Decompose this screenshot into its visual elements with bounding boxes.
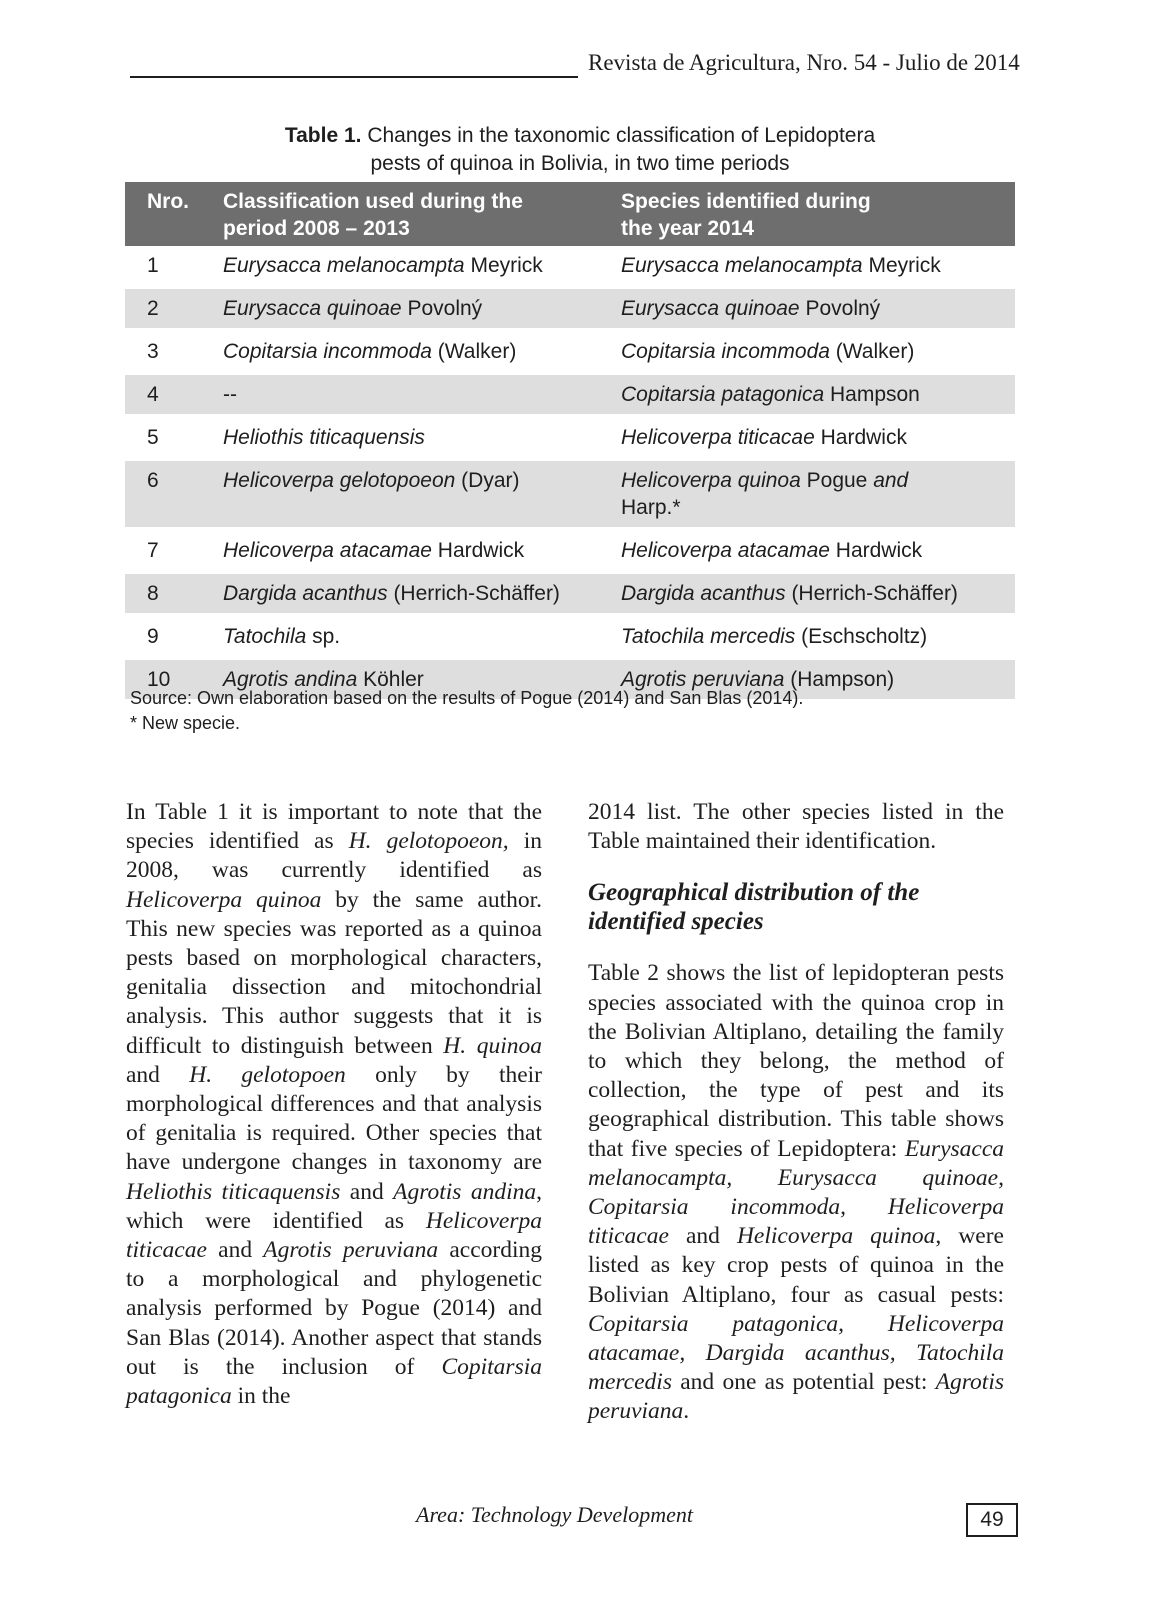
table-row (125, 459, 1015, 529)
new-species: Copitarsia patagonica (621, 383, 825, 406)
table-caption-line1: Changes in the taxonomic classification of Lepidoptera (361, 124, 876, 147)
text-run: In Table 1 it is important to note that the species identified as (126, 799, 542, 855)
new-species: Agrotis peruviana (621, 668, 785, 691)
species-name: Copitarsia patagonica, Helicoverpa atacamae, Dargida acanthus, Tatochila mercedis (588, 1310, 1004, 1396)
text-run: and (340, 1178, 394, 1205)
new-author: (Herrich-Schäffer) (785, 582, 958, 605)
header-species (615, 182, 1015, 246)
old-author: sp. (306, 625, 341, 648)
header-classification-line1: Classification used during the (223, 190, 523, 213)
new-classification (615, 373, 1015, 416)
species-name: Helicoverpa titicacae (126, 1207, 542, 1264)
new-classification (615, 416, 1015, 459)
new-author: Hardwick (814, 426, 907, 449)
table-caption (180, 122, 980, 178)
old-author: Köhler (357, 668, 424, 691)
new-classification (615, 529, 1015, 572)
old-classification (215, 572, 615, 615)
new-author: Hampson (824, 383, 920, 406)
footer-area: Area: Technology Development (416, 1502, 693, 1527)
table-row (125, 373, 1015, 416)
old-author: (Dyar) (455, 469, 520, 492)
old-classification (215, 615, 615, 658)
header-classification (215, 182, 615, 246)
new-author: Hardwick (829, 539, 923, 562)
text-run: and one as potential pest: (671, 1369, 936, 1396)
old-species: Helicoverpa gelotopoeon (223, 469, 456, 492)
old-species: Dargida acanthus (223, 582, 388, 605)
row-number: 4 (125, 373, 215, 416)
old-species: Copitarsia incommoda (223, 340, 432, 363)
text-run: . (683, 1398, 690, 1425)
text-run: in the (231, 1383, 291, 1410)
row-number: 7 (125, 529, 215, 572)
table-row (125, 287, 1015, 330)
text-run: and (668, 1223, 737, 1250)
text-run: , were listed as key crop pests of quinoa in the Bolivian Altiplano, four as casual pests: (588, 1223, 1004, 1308)
body-column-right (588, 798, 1004, 1427)
new-classification (615, 287, 1015, 330)
header-rule (130, 76, 578, 78)
row-number: 5 (125, 416, 215, 459)
new-species: Helicoverpa atacamae (621, 539, 830, 562)
old-classification (215, 529, 615, 572)
new-species: Helicoverpa quinoa (621, 469, 801, 492)
text-run: and (126, 1061, 190, 1088)
header-classification-line2: period 2008 – 2013 (223, 217, 410, 240)
section-heading: Geographical distribution of the identified species (588, 879, 920, 936)
text-run: by the same author. This new species was reported as a quinoa pests based on morphological characters, genitalia dissection and mitochondrial analysis. This author suggests that it is difficult to distinguish between (126, 886, 542, 1059)
new-author-2: Harp.* (621, 496, 681, 519)
table-header-row (125, 182, 1015, 246)
header-species-line2: the year 2014 (621, 217, 755, 240)
new-species: Copitarsia incommoda (621, 340, 830, 363)
new-species: Eurysacca quinoae (621, 297, 800, 320)
old-author: (Walker) (431, 340, 517, 363)
row-number: 2 (125, 287, 215, 330)
old-classification (215, 287, 615, 330)
new-author: (Hampson) (784, 668, 895, 691)
old-species: Heliothis titicaquensis (223, 426, 425, 449)
new-classification (615, 246, 1015, 287)
old-author: (Herrich-Schäffer) (387, 582, 560, 605)
old-author: -- (223, 383, 237, 406)
table-source (130, 686, 803, 736)
new-classification (615, 330, 1015, 373)
taxonomy-table (125, 182, 1015, 699)
text-run: and (206, 1237, 264, 1264)
new-species: Helicoverpa titicacae (621, 426, 815, 449)
table-row (125, 572, 1015, 615)
table-caption-line2: pests of quinoa in Bolivia, in two time periods (370, 152, 790, 175)
old-classification (215, 416, 615, 459)
species-name: Helicoverpa quinoa (736, 1223, 936, 1250)
source-text: Source: Own elaboration based on the results of Pogue (2014) and San Blas (2014). (130, 688, 804, 708)
old-species: Helicoverpa atacamae (223, 539, 432, 562)
paragraph (588, 959, 1004, 1426)
row-number: 1 (147, 254, 159, 277)
table-row (125, 330, 1015, 373)
new-classification (615, 459, 1015, 529)
row-number: 3 (125, 330, 215, 373)
old-classification (215, 246, 615, 287)
species-name: Copitarsia patagonica (126, 1353, 542, 1410)
header-nro: Nro. (125, 182, 215, 246)
new-author-and: and (873, 469, 909, 492)
paragraph: 2014 list. The other species listed in the Table maintained their identification. (588, 799, 1004, 855)
old-species: Tatochila (223, 625, 307, 648)
table-row (125, 246, 1015, 287)
species-name: Agrotis peruviana (588, 1369, 1004, 1425)
text-run: in 2008, was currently identified as (126, 828, 543, 884)
row-number: 8 (125, 572, 215, 615)
row-number: 6 (125, 459, 215, 529)
row-number: 10 (125, 658, 215, 699)
new-author: (Walker) (829, 340, 915, 363)
header-species-line1: Species identified during (621, 190, 871, 213)
new-author: Pogue (800, 469, 874, 492)
new-author: Meyrick (862, 254, 941, 277)
new-species: Eurysacca melanocampta (621, 254, 863, 277)
table-row (125, 416, 1015, 459)
new-author: Povolný (799, 297, 881, 320)
text-run: only by their morphological differences and that analysis of genitalia is required. Other species that have undergone changes in taxonomy are (126, 1061, 543, 1176)
species-name: Helicoverpa quinoa (126, 886, 322, 913)
old-classification (215, 330, 615, 373)
text-run: according to a morphological and phylogenetic analysis performed by Pogue (2014) and San Blas (2014). Another aspect that stands out is the inclusion of (126, 1237, 543, 1380)
old-species: Agrotis andina (223, 668, 358, 691)
paragraph (126, 798, 542, 1411)
old-species: Eurysacca melanocampta (223, 254, 465, 277)
row-number: 9 (125, 615, 215, 658)
new-author: (Eschscholtz) (795, 625, 928, 648)
species-name: H. gelotopoen (189, 1061, 346, 1088)
new-species: Tatochila mercedis (621, 625, 796, 648)
old-author: Povolný (401, 297, 483, 320)
old-classification (215, 373, 615, 416)
species-name: Eurysacca melanocampta, Eurysacca quinoae, Copitarsia incommoda, Helicoverpa titicacae (588, 1135, 1004, 1250)
old-author: Meyrick (464, 254, 543, 277)
species-name: Heliothis titicaquensis (126, 1178, 341, 1205)
new-species: Dargida acanthus (621, 582, 786, 605)
text-run: Table 2 shows the list of lepidopteran pests species associated with the quinoa crop in the Bolivian Altiplano, detailing the family to which they belong, the method of collection, the type of pest and its geographical distribution. This table shows that five species of Lepidoptera: (588, 960, 1004, 1162)
species-name: H. gelotopoeon, (348, 828, 509, 855)
journal-header: Revista de Agricultura, Nro. 54 - Julio de 2014 (588, 50, 1020, 75)
species-name: Agrotis peruviana (263, 1237, 439, 1264)
page-number: 49 (966, 1503, 1018, 1537)
new-classification (615, 615, 1015, 658)
table-row (125, 615, 1015, 658)
old-classification (215, 459, 615, 529)
table-caption-label: Table 1. (284, 124, 362, 147)
table-row (125, 529, 1015, 572)
species-name: H. quinoa (443, 1032, 542, 1059)
species-name: Agrotis andina (393, 1178, 537, 1205)
text-run: , which were identified as (126, 1178, 542, 1234)
old-author: Hardwick (431, 539, 525, 562)
new-species-note: * New specie. (130, 713, 241, 733)
old-species: Eurysacca quinoae (223, 297, 402, 320)
new-classification (615, 572, 1015, 615)
body-column-left (126, 798, 542, 1411)
